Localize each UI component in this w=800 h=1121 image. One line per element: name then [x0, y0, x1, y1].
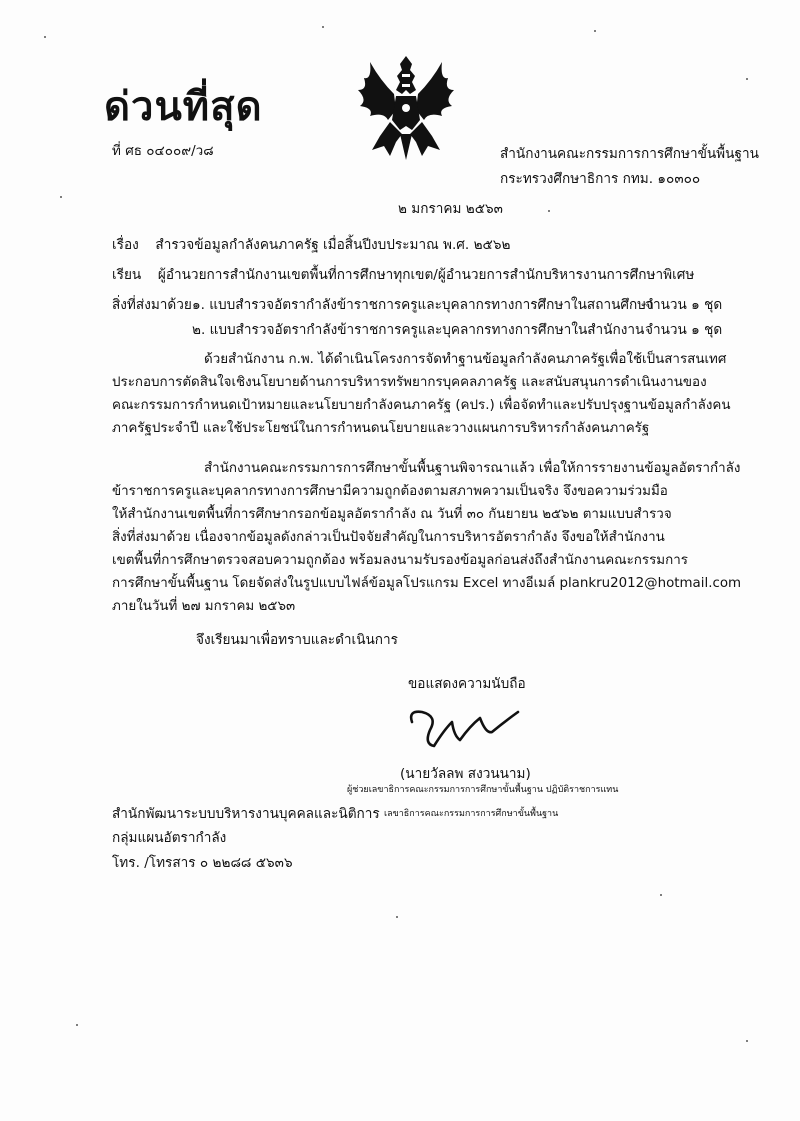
signer-title: ผู้ช่วยเลขาธิการคณะกรรมการการศึกษาขั้นพื้นฐาน ปฏิบัติราชการแทน [347, 785, 619, 795]
agency-address: กระทรวงศึกษาธิการ กทม. ๑๐๓๐๐ [500, 171, 701, 187]
paragraph-line: ภายในวันที่ ๒๗ มกราคม ๒๕๖๓ [112, 599, 296, 614]
scan-speck [660, 894, 662, 896]
paragraph-line: เขตพื้นที่การศึกษาตรวจสอบความถูกต้อง พร้อมลงนามรับรองข้อมูลก่อนส่งถึงสำนักงานคณะกรรมการ [112, 553, 688, 568]
scan-speck [322, 26, 324, 28]
enclosure-item-1: ๑. แบบสำรวจอัตรากำลังข้าราชการครูและบุคลากรทางการศึกษาในสถานศึกษา [192, 297, 654, 313]
scan-speck [44, 36, 46, 38]
paragraph-line: ให้สำนักงานเขตพื้นที่การศึกษากรอกข้อมูลอัตรากำลัง ณ วันที่ ๓๐ กันยายน ๒๕๖๒ ตามแบบสำรวจ [112, 507, 672, 522]
paragraph-line: คณะกรรมการกำหนดเป้าหมายและนโยบายกำลังคนภาครัฐ (คปร.) เพื่อจัดทำและปรับปรุงฐานข้อมูลกำลังคน [112, 398, 731, 413]
paragraph-line: สำนักงานคณะกรรมการการศึกษาขั้นพื้นฐานพิจารณาแล้ว เพื่อให้การรายงานข้อมูลอัตรากำลัง [204, 461, 741, 476]
scan-speck [60, 196, 62, 198]
scan-speck [396, 916, 398, 918]
agency-name: สำนักงานคณะกรรมการการศึกษาขั้นพื้นฐาน [500, 146, 759, 162]
subject-text: สำรวจข้อมูลกำลังคนภาครัฐ เมื่อสิ้นปีงบประมาณ พ.ศ. ๒๕๖๒ [155, 237, 511, 253]
scan-speck [76, 1024, 78, 1026]
paragraph-line: ประกอบการตัดสินใจเชิงนโยบายด้านการบริหารทรัพยากรบุคคลภาครัฐ และสนับสนุนการดำเนินงานของ [112, 375, 707, 390]
paragraph-line: ภาครัฐประจำปี และใช้ประโยชน์ในการกำหนดนโยบายและวางแผนการบริหารกำลังคนภาครัฐ [112, 421, 650, 436]
recipient-text: ผู้อำนวยการสำนักงานเขตพื้นที่การศึกษาทุกเขต/ผู้อำนวยการสำนักบริหารงานการศึกษาพิเศษ [157, 267, 695, 283]
contact-group: กลุ่มแผนอัตรากำลัง [112, 830, 227, 846]
enclosures-label: สิ่งที่ส่งมาด้วย [112, 297, 192, 313]
subject-label: เรื่อง [112, 237, 139, 253]
garuda-emblem-icon [350, 50, 462, 162]
scan-speck [548, 210, 550, 212]
scan-speck [594, 30, 596, 32]
urgency-stamp: ด่วนที่สุด [104, 84, 263, 130]
regards-text: ขอแสดงความนับถือ [408, 676, 526, 692]
signer-title-2: เลขาธิการคณะกรรมการการศึกษาขั้นพื้นฐาน [384, 809, 559, 819]
document-date: ๒ มกราคม ๒๕๖๓ [398, 201, 503, 217]
paragraph-line: ข้าราชการครูและบุคลากรทางการศึกษามีความถูกต้องตามสภาพความเป็นจริง จึงขอความร่วมมือ [112, 484, 668, 499]
paragraph-line: สิ่งที่ส่งมาด้วย เนื่องจากข้อมูลดังกล่าวเป็นปัจจัยสำคัญในการบริหารอัตรากำลัง จึงขอให้สำนักงาน [112, 530, 665, 545]
signer-name: (นายวัลลพ สงวนนาม) [400, 766, 531, 782]
scan-speck [746, 78, 748, 80]
enclosure-item-2: ๒. แบบสำรวจอัตรากำลังข้าราชการครูและบุคลากรทางการศึกษาในสำนักงาน [192, 322, 645, 338]
handwritten-signature-icon [400, 700, 525, 755]
document-number: ที่ ศธ ๐๔๐๐๙/ว๘ [112, 143, 214, 159]
enclosure-qty-2: จำนวน ๑ ชุด [645, 322, 723, 338]
enclosure-qty-1: จำนวน ๑ ชุด [645, 297, 723, 313]
scan-speck [746, 1040, 748, 1042]
contact-office: สำนักพัฒนาระบบบริหารงานบุคคลและนิติการ [112, 806, 380, 822]
body-paragraph-1 [112, 348, 731, 440]
subject-line [112, 233, 510, 255]
recipient-label: เรียน [112, 267, 142, 283]
contact-phone: โทร. /โทรสาร ๐ ๒๒๘๘ ๕๖๓๖ [112, 855, 293, 871]
body-paragraph-2 [112, 457, 742, 618]
recipient-line [112, 263, 694, 285]
paragraph-line: ด้วยสำนักงาน ก.พ. ได้ดำเนินโครงการจัดทำฐานข้อมูลกำลังคนภาครัฐเพื่อใช้เป็นสารสนเทศ [204, 352, 727, 367]
closing-sentence: จึงเรียนมาเพื่อทราบและดำเนินการ [196, 632, 398, 648]
paragraph-line: การศึกษาขั้นพื้นฐาน โดยจัดส่งในรูปแบบไฟล์ข้อมูลโปรแกรม Excel ทางอีเมล์ plankru2012@hotmail.com [112, 576, 742, 591]
